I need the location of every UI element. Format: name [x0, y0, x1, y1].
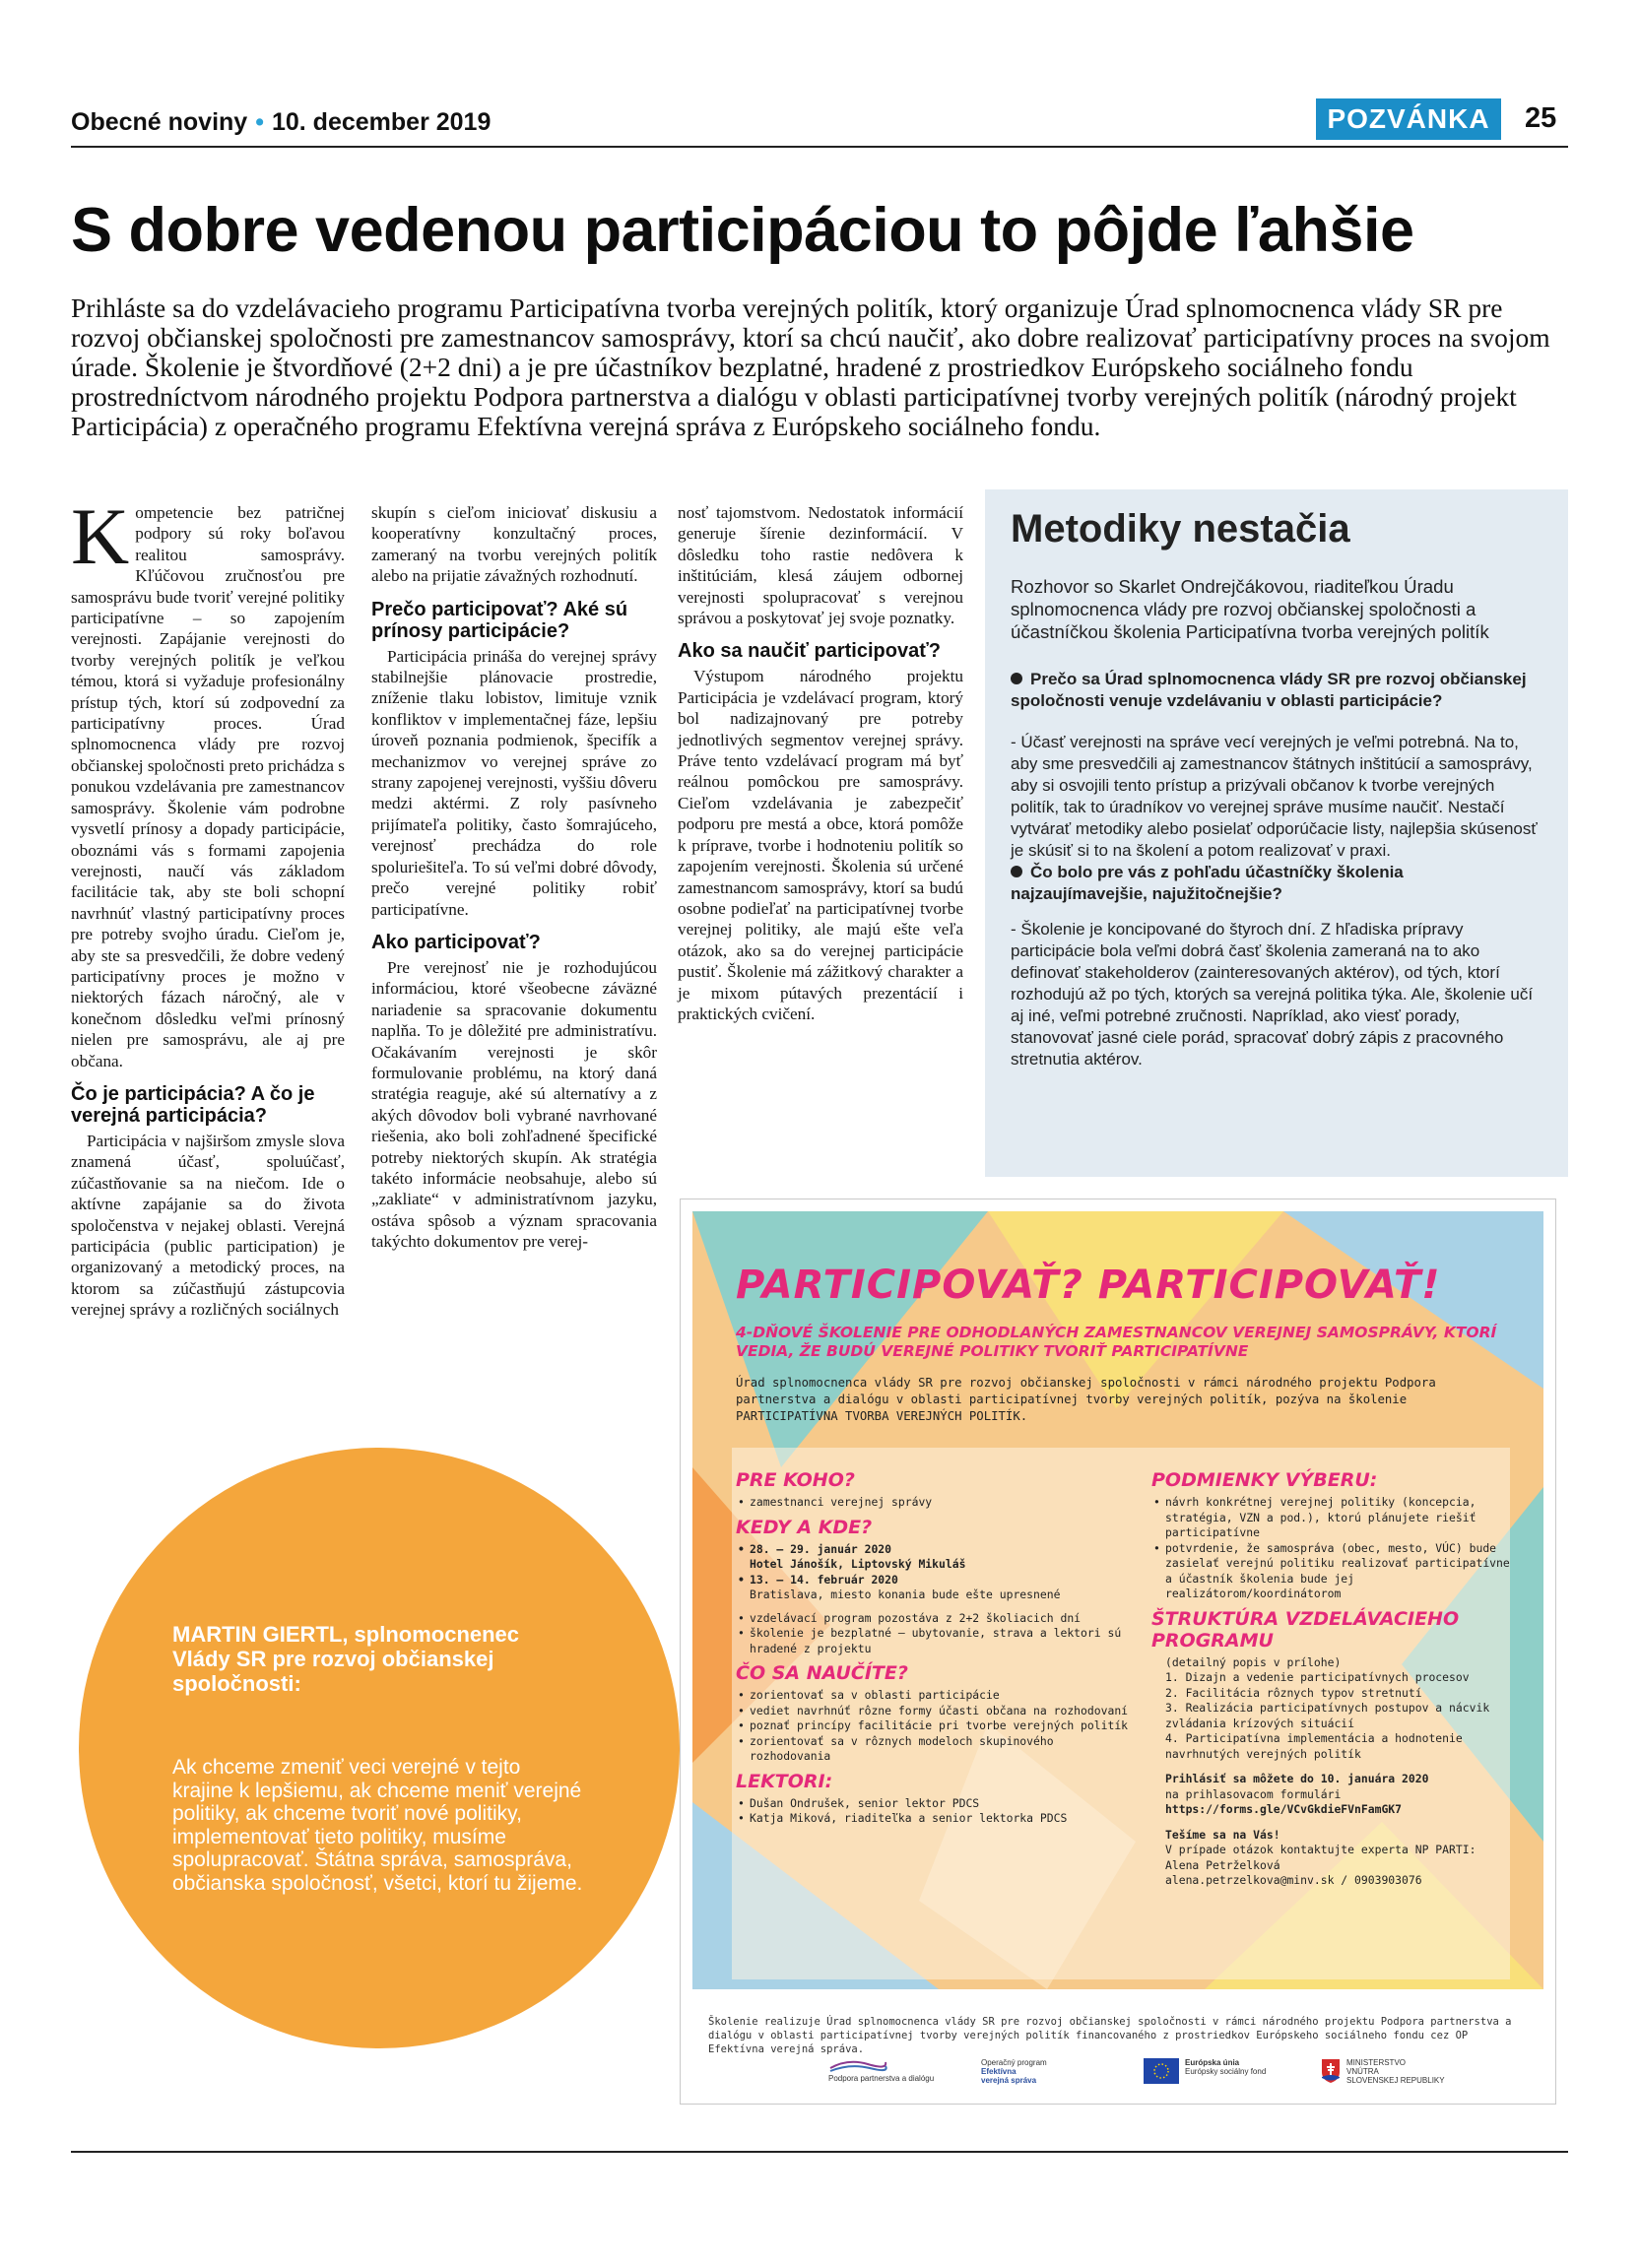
list-item: • zorientovať sa v rôznych modeloch skupinového rozhodovania — [736, 1734, 1130, 1765]
issue-date: 10. december 2019 — [271, 108, 492, 136]
poster-title: PARTICIPOVAŤ? PARTICIPOVAŤ! — [736, 1263, 1441, 1308]
partnership-logo: Podpora partnerstva a dialógu — [828, 2058, 947, 2088]
article-paragraph: Výstupom národného projektu Participácia je vzdelávací program, ktorý bol nadizajnovaný pre potreby jednotlivých segmentov verejnej správy. Práve tento vzdelávací program má byť reálnou pomôckou pre samosprávy. Cieľom vzdelávania je zabezpečiť podporu pre mestá a obce, ktorá pomôže k príprave, tvorbe i hodnoteniu politík so zapojením verejnosti. Školenia sú určené zamestnancom samosprávy, ktorí sa budú osobne podieľať na participatívnej tvorbe verejnej politiky, ale majú ešte veľa otázok, ako sa do verejnej participácie pustiť. Školenie má zážitkový charakter a je mixom pútavých prezentácií i praktických cvičení. — [678, 667, 963, 1023]
partnership-logo-icon — [828, 2058, 887, 2072]
list-item: • vzdelávací program pozostáva z 2+2 školiacich dní — [736, 1611, 1130, 1627]
poster-heading: KEDY A KDE? — [736, 1516, 873, 1538]
article-paragraph: Participácia prináša do verejnej správy stabilnejšie plánovacie prostredie, zníženie tlaku lobistov, limituje vznik konfliktov v implementačnej fáze, lepšiu úroveň poznania podmienok, špecifík a mechanizmov vo verejnej správe zo strany zapojenej verejnosti, vyššiu dôveru medzi aktérmi. Z roly pasívneho prijímateľa politiky, často šomrajúceho, verejnosť prechádza do role spoluriešiteľa. To sú veľmi dobré dôvody, prečo verejné politiky robiť participatívne. — [371, 646, 657, 919]
list-item: • zorientovať sa v oblasti participácie — [736, 1688, 1130, 1704]
list-item: • zamestnanci verejnej správy — [736, 1495, 1130, 1511]
op-logo: Operačný program Efektívna verejná správa — [981, 2058, 1047, 2085]
publication-name: Obecné noviny — [71, 108, 248, 136]
list-item: • potvrdenie, že samospráva (obec, mesto, VÚC) bude zasielať verejnú politiku realizovať participatívne a účastník školenia bude jej realizátorom/koordinátorom — [1151, 1541, 1516, 1602]
page-number: 25 — [1525, 102, 1557, 134]
article-subheading: Prečo participovať? Aké sú prínosy participácie? — [371, 598, 628, 642]
article-subheading: Ako sa naučiť participovať? — [678, 640, 942, 663]
quote-text: Ak chceme zmeniť veci verejné v tejto krajine k lepšiemu, ak chceme meniť verejné politiky, ak chceme tvoriť nové politiky, implementovať tieto politiky, musíme spolupracovať. Štátna správa, samospráva, občianska spoločnosť, všetci, ktorí tu žijeme. — [172, 1756, 583, 1895]
interview-answer: - Školenie je koncipované do štyroch dní. Z hľadiska prípravy participácie bola veľmi dobrá časť školenia zameraná na to ako definovať stakeholderov (zainteresovaných aktérov), od tých, ktorí rozhodujú až po tých, ktorých sa verejná politika týka. Ale, školenie učí aj iné, veľmi potrebné zručnosti. Napríklad, ako viesť porady, stanovovať jasné ciele porád, spracovať dobrý zápis z pracovného stretnutia aktérov. — [1011, 920, 1534, 1069]
article-paragraph: Kompetencie bez patričnej podpory sú roky boľavou realitou samosprávy. Kľúčovou zručnosťou pre samosprávu bude tvoriť verejné politiky participatívne – so zapojením verejnosti. Zapájanie verejnosti do tvorby verejných politík je veľkou témou, ktorá si vyžaduje profesionálny prístup tých, ktorí sú zodpovední za participatívny proces. Úrad splnomocnenca vlády pre rozvoj občianskej spoločnosti preto prichádza s ponukou vzdelávania pre zamestnancov samosprávy. Školenie vám podrobne vysvetlí prínosy a dopady participácie, oboznámi vás s formami zapojenia verejnosti, naučí vás základom facilitácie tak, aby ste boli schopní navrhnúť vlastný participatívny proces pre potreby svojho úradu. Cieľom je, aby ste sa presvedčili, že dobre vedený participatívny proces je možno v niektorých fázach náročný, ale v konečnom dôsledku veľmi prínosný nielen pre samosprávu, ale aj pre občana. — [71, 491, 345, 1070]
list-item: • vediet navrhnúť rôzne formy účasti občana na rozhodovaní — [736, 1704, 1130, 1719]
poster-list — [736, 1688, 1130, 1765]
bullet-icon — [1011, 673, 1022, 684]
quote-author: MARTIN GIERTL, splnomocnenec Vlády SR pre rozvoj občianskej spoločnosti: — [172, 1622, 520, 1696]
page-title: S dobre vedenou participáciou to pôjde ľahšie — [71, 196, 1414, 265]
article-subheading: Ako participovať? — [371, 931, 541, 953]
interview-question: Čo bolo pre vás z pohľadu účastníčky školenia najzaujímavejšie, najužitočnejšie? — [1011, 863, 1404, 903]
lead-paragraph: Prihláste sa do vzdelávacieho programu Participatívna tvorba verejných politík, ktorý organizuje Úrad splnomocnenca vlády SR pre rozvoj občianskej spoločnosti pre zamestnancov samosprávy, ktorí sa chcú naučiť, ako dobre realizovať participatívny proces na svojom úrade. Školenie je štvordňové (2+2 dni) a je pre účastníkov bezplatné, hradené z prostriedkov Európskeho sociálneho fondu prostredníctvom národného projektu Podpora partnerstva a dialógu v oblasti participatívnej tvorby verejných politík (národný projekt Participácia) z operačného programu Efektívna verejná správa z Európskeho sociálneho fondu. — [71, 292, 1550, 441]
article-column-3 — [678, 502, 963, 1024]
list-item: • poznať princípy facilitácie pri tvorbe verejných politík — [736, 1718, 1130, 1734]
poster-footer: Školenie realizuje Úrad splnomocnenca vlády SR pre rozvoj občianskej spoločnosti v rámci národného projektu Podpora partnerstva a dialógu v oblasti participatívnej tvorby verejných politík financovaného z prostriedkov Európskeho sociálneho fondu cez OP Efektívna verejná správa. — [708, 2016, 1512, 2055]
poster-heading: LEKTORI: — [736, 1770, 833, 1792]
list-item: • Katja Miková, riaditeľka a senior lektorka PDCS — [736, 1811, 1130, 1827]
bullet-icon — [1011, 866, 1022, 877]
interview-title: Metodiky nestačia — [1011, 507, 1350, 551]
contact-details: alena.petrzelkova@minv.sk / 0903903076 — [1165, 1873, 1422, 1887]
eu-flag-icon — [1144, 2058, 1179, 2084]
interview-box — [985, 489, 1568, 1177]
contact-text: V prípade otázok kontaktujte experta NP PARTI: Alena Petrželková — [1165, 1843, 1476, 1872]
poster-left-column — [736, 1463, 1130, 1827]
footer-divider — [71, 2151, 1568, 2153]
article-subheading: Čo je participácia? A čo je verejná participácia? — [71, 1082, 315, 1127]
poster-list — [736, 1796, 1130, 1827]
poster-list — [1151, 1495, 1516, 1602]
list-item: • 13. – 14. február 2020 — [736, 1573, 1130, 1588]
poster-heading: PODMIENKY VÝBERU: — [1151, 1469, 1378, 1491]
poster-list — [736, 1542, 1130, 1657]
invitation-poster — [680, 1199, 1556, 2105]
apply-link[interactable]: https://forms.gle/VCvGkdieFVnFamGK7 — [1165, 1802, 1403, 1816]
article-paragraph: Participácia v najširšom zmysle slova znamená účasť, spoluúčasť, zúčastňovanie sa na niečom. Ide o aktívne zapájanie sa do života spoločenstva v nejakej oblasti. Verejná participácia (public participation) je organizovaný a metodický proces, na ktorom sa zúčastňujú zástupcovia verejnej správy a rozličných sociálnych — [71, 1131, 345, 1320]
article-paragraph: skupín s cieľom iniciovať diskusiu a kooperatívny konzultačný proces, zameraný na tvorbu verejných politík alebo na prijatie závažných rozhodnutí. — [371, 503, 657, 586]
header-divider — [71, 146, 1568, 148]
poster-intro: Úrad splnomocnenca vlády SR pre rozvoj občianskej spoločnosti v rámci národného projektu Podpora partnerstva a dialógu v oblasti participatívnej tvorby verejných politík, pozýva na školenie PARTICIPATÍVNA TVORBA VEREJNÝCH POLITÍK. — [736, 1376, 1436, 1423]
list-item: • 28. – 29. január 2020 — [736, 1542, 1130, 1558]
list-item: 2. Facilitácia rôznych typov stretnutí — [1165, 1685, 1422, 1700]
list-item: • návrh konkrétnej verejnej politiky (koncepcia, stratégia, VZN a pod.), ktorú plánujete riešiť participatívne — [1151, 1495, 1516, 1541]
header-separator: • — [255, 108, 264, 136]
article-column-2 — [371, 502, 657, 1253]
publication-header — [71, 108, 491, 137]
list-item: Hotel Jánošík, Liptovský Mikuláš — [750, 1557, 966, 1571]
apply-form: na prihlasovacom formulári — [1165, 1786, 1342, 1801]
article-paragraph: Pre verejnosť nie je rozhodujúcou informáciou, ktoré všeobecne záväzné nariadenie sa spracovanie dokumentu naplňa. To je dôležité pre administratívu. Očakávaním verejnosti je skôr formulovanie problému, na ktorý daná stratégia reaguje, aké sú alternatívy a z akých dôvodov boli vybrané navrhované riešenia, ako boli zohľadnené špecifické potreby niektorých skupín. Ak stratégia takéto informácie neobsahuje, alebo sú „zakliate“ v administratívnom jazyku, ostáva spôsob a význam spracovania takýchto dokumentov pre verej- — [371, 957, 657, 1252]
ministry-logo: MINISTERSTVO VNÚTRA SLOVENSKEJ REPUBLIKY — [1321, 2058, 1459, 2088]
list-item: • Dušan Ondrušek, senior lektor PDCS — [736, 1796, 1130, 1812]
eu-logo: Európska únia Európsky sociálny fond — [1144, 2058, 1301, 2088]
poster-right-column — [1151, 1463, 1516, 1889]
coat-of-arms-icon — [1321, 2058, 1341, 2084]
structure-note: (detailný popis v prílohe) — [1165, 1654, 1342, 1669]
poster-logos — [828, 2054, 1459, 2094]
poster-heading: ŠTRUKTÚRA VZDELÁVACIEHO PROGRAMU — [1151, 1607, 1460, 1652]
list-item: 3. Realizácia participatívnych postupov a nácvik zvládania krízových situácií — [1165, 1701, 1490, 1730]
poster-heading: PRE KOHO? — [736, 1469, 855, 1491]
list-item: • školenie je bezplatné – ubytovanie, strava a lektori sú hradené z projektu — [736, 1626, 1130, 1656]
poster-subtitle: 4-DŇOVÉ ŠKOLENIE PRE ODHODLANÝCH ZAMESTNANCOV VEREJNEJ SAMOSPRÁVY, KTORÍ VEDIA, ŽE BUDÚ VEREJNÉ POLITIKY TVORIŤ PARTICIPATÍVNE — [736, 1324, 1497, 1360]
drop-cap: K — [71, 491, 130, 581]
article-column-1 — [71, 491, 345, 1321]
poster-heading: ČO SA NAUČÍTE? — [736, 1662, 908, 1684]
apply-deadline: Prihlásiť sa môžete do 10. januára 2020 — [1165, 1772, 1429, 1785]
poster-list — [736, 1495, 1130, 1511]
interview-answer: - Účasť verejnosti na správe vecí verejných je veľmi potrebná. Na to, aby sme presvedčili aj zamestnancov štátnych inštitúcií a samosprávy, aby si osvojili tento prístup a prizývali občanov k tvorbe verejných politík, tak to úradníkov vo verejnej správe musíme naučiť. Nestačí vytvárať metodiky alebo posielať odporúčacie listy, najlepšia skúsenosť je skúsiť si to na školení a potom realizovať v praxi. — [1011, 733, 1538, 860]
poster-body — [692, 1211, 1543, 1989]
section-label: POZVÁNKA — [1316, 98, 1501, 140]
interview-intro: Rozhovor so Skarlet Ondrejčákovou, riaditeľkou Úradu splnomocnenca vlády pre rozvoj občianskej spoločnosti a účastníčkou školenia Participatívna tvorba verejných politík — [1011, 576, 1489, 642]
list-item: Bratislava, miesto konania bude ešte upresnené — [750, 1588, 1061, 1601]
poster-list — [1151, 1655, 1516, 1889]
article-paragraph: nosť tajomstvom. Nedostatok informácií generuje šírenie dezinformácií. V dôsledku toho rastie nedôvera k inštitúciám, klesá záujem odbornej verejnosti spolupracovať s verejnou správou a poskytovať jej svoje poznatky. — [678, 503, 963, 628]
quote-circle — [79, 1448, 680, 2048]
interview-question: Prečo sa Úrad splnomocnenca vlády SR pre rozvoj občianskej spoločnosti venuje vzdelávaniu v oblasti participácie? — [1011, 670, 1527, 710]
list-item: 1. Dizajn a vedenie participatívnych procesov — [1165, 1670, 1470, 1684]
contact-lead: Tešíme sa na Vás! — [1165, 1827, 1280, 1842]
list-item: 4. Participatívna implementácia a hodnotenie navrhnutých verejných politík — [1165, 1731, 1463, 1761]
